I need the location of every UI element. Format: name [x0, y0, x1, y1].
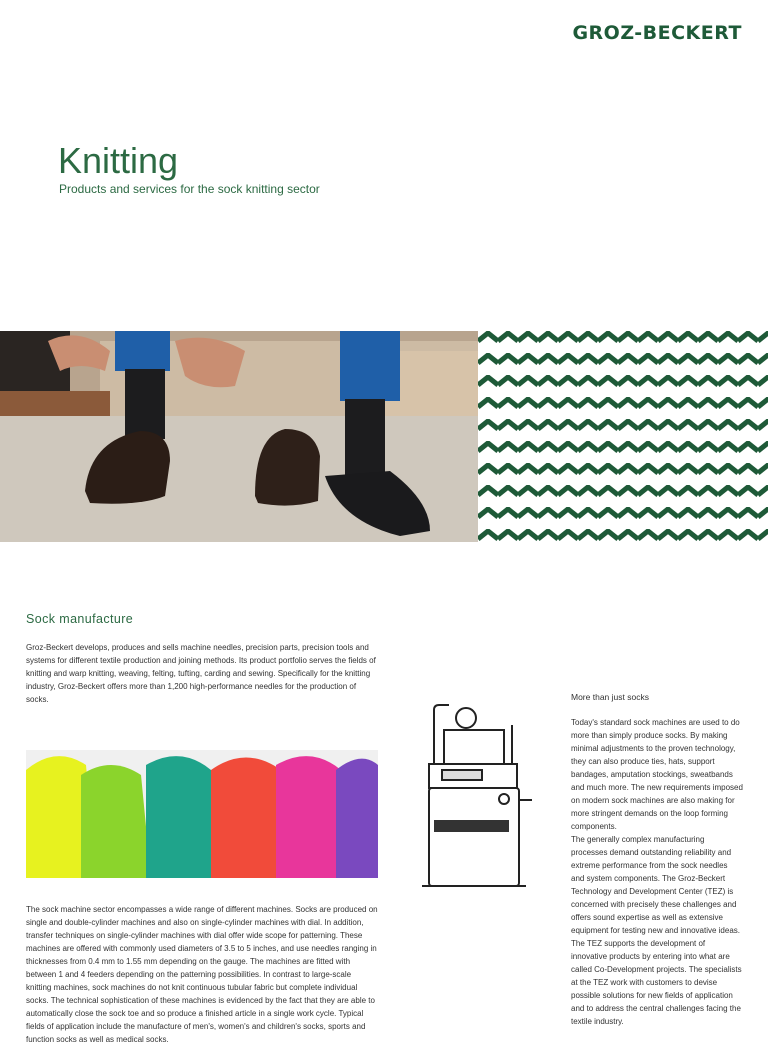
sidebar-paragraph-2: The generally complex manufacturing processes demand outstanding reliability and extreme performance from the sock needles and system components. The Groz-Beckert Technology and Development Center (TEZ) is concerned with precisely these challenges and offers sound expertise as well as extensive equipment for testing new and innovative ideas. The TEZ supports the development of innovative products by entering into what are called Co-Development projects. The specialists at the TEZ work with customers to devise possible solutions for new fields of application and to address the central challenges facing the textile industry. — [571, 835, 742, 1026]
sock-machine-illustration — [414, 700, 544, 890]
sidebar-title: More than just socks — [571, 692, 649, 702]
brand-logo: GROZ-BECKERT — [572, 22, 742, 44]
hero-photo — [0, 331, 478, 542]
page-title: Knitting — [58, 140, 179, 181]
section-title: Sock manufacture — [26, 612, 134, 626]
colorful-socks-image — [26, 750, 378, 878]
chevron-pattern-image — [478, 331, 768, 542]
intro-paragraph: Groz-Beckert develops, produces and sells machine needles, precision parts, precision tools and systems for different textile production and joining methods. Its product portfolio serves the fields of knitting and warp knitting, weaving, felting, tufting, carding and sewing. Specifically for the knitting industry, Groz-Beckert offers more than 1,200 high-performance needles for the production of socks. — [26, 643, 376, 704]
sidebar-paragraph-1: Today's standard sock machines are used to do more than simply produce socks. By making minimal adjustments to the proven technology, they can also produce ties, hats, support bandages, amputation stockings, sweatbands and much more. The new requirements imposed on modern sock machines are also making for more stringent demands on the loop forming components. — [571, 718, 743, 831]
body-paragraph: The sock machine sector encompasses a wide range of different machines. Socks are produced on single and double-cylinder machines and also on single-cylinder machines with dial. In addition, transfer techniques on single-cylinder machines with dial offer wide scope for patterning. These machines are offered with commonly used diameters of 3.5 to 5 inches, and use needles ranging in thicknesses from 0.4 mm to 1.55 mm depending on the gauge. The machines are fitted with between 1 and 4 feeders depending on the patterning possibilities. In contrast to large-scale knitting machines, sock machines do not knit continuous tubular fabric but complete individual socks. The technical sophistication of these machines is evidenced by the fact that they are able to automatically close the sock toe and so produce a finished article in a single work cycle. Typical fields of application include the manufacture of men's, women's and children's socks, sports and function socks as well as medical socks. — [26, 905, 378, 1044]
page-subtitle: Products and services for the sock knitting sector — [59, 182, 320, 196]
